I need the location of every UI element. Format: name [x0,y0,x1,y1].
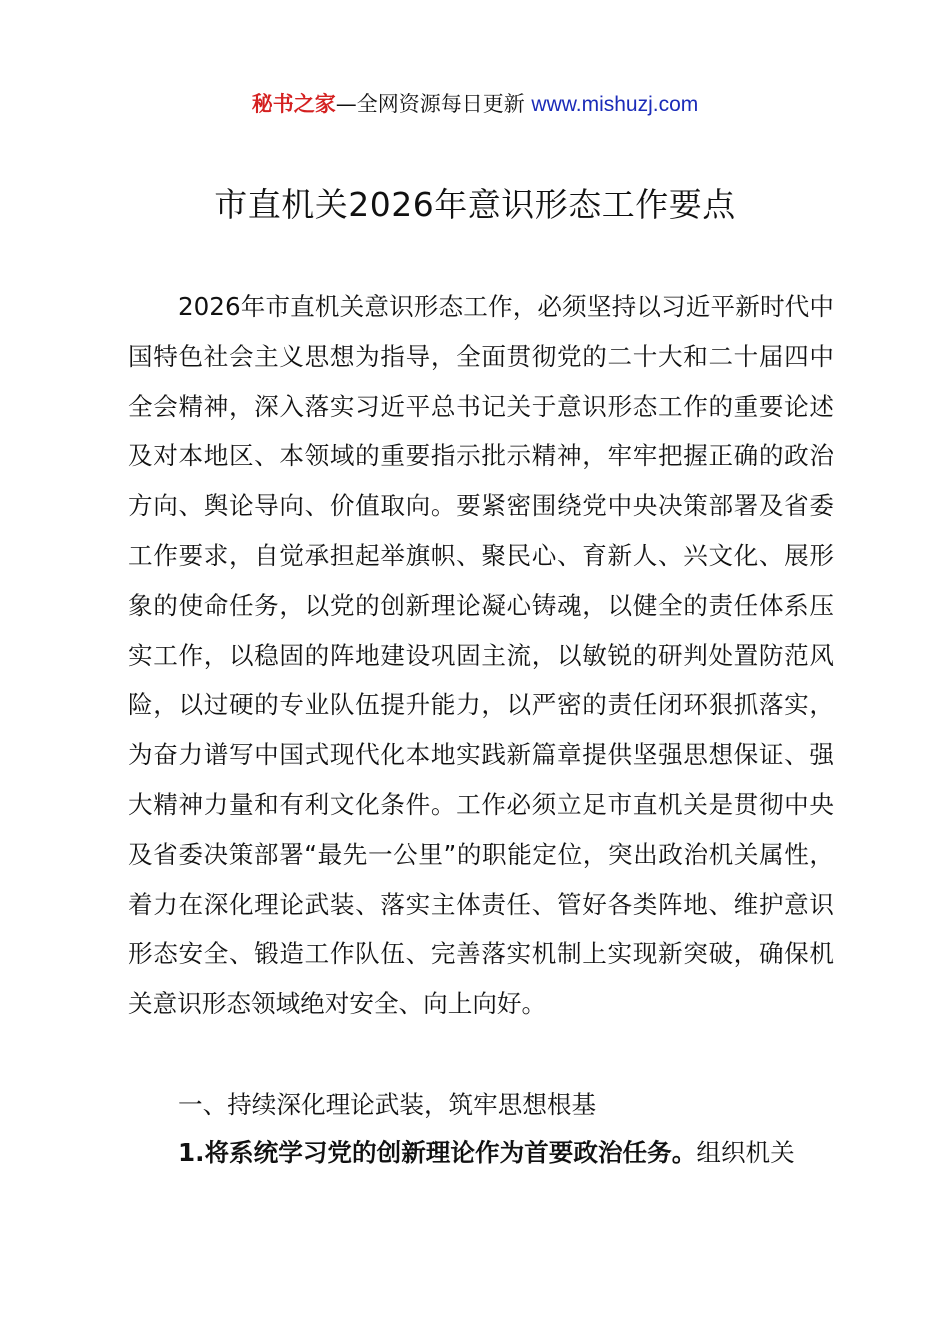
item-lead-1: 1.将系统学习党的创新理论作为首要政治任务。 [178,1138,697,1167]
header-tagline: —全网资源每日更新 [335,92,532,116]
item-text-1: 组织机关 [696,1138,795,1167]
brand-name: 秘书之家 [251,92,336,116]
item-paragraph-1 [178,1128,838,1178]
intro-paragraph: 2026年市直机关意识形态工作，必须坚持以习近平新时代中国特色社会主义思想为指导，全面贯彻党的二十大和二十届四中全会精神，深入落实习近平总书记关于意识形态工作的重要论述及对本地区、本领域的重要指示批示精神，牢牢把握正确的政治方向、舆论导向、价值取向。要紧密围绕党中央决策部署及省委工作要求，自觉承担起举旗帜、聚民心、育新人、兴文化、展形象的使命任务，以党的创新理论凝心铸魂，以健全的责任体系压实工作，以稳固的阵地建设巩固主流，以敏锐的研判处置防范风险，以过硬的专业队伍提升能力，以严密的责任闭环狠抓落实，为奋力谱写中国式现代化本地实践新篇章提供坚强思想保证、强大精神力量和有利文化条件。工作必须立足市直机关是贯彻中央及省委决策部署“最先一公里”的职能定位，突出政治机关属性，着力在深化理论武装、落实主体责任、管好各类阵地、维护意识形态安全、锻造工作队伍、完善落实机制上实现新突破，确保机关意识形态领域绝对安全、向上向好。 [128,292,834,1019]
section-heading-1: 一、持续深化理论武装，筑牢思想根基 [178,1090,597,1119]
site-url-link[interactable]: www.mishuzj.com [531,93,699,116]
document-title: 市直机关2026年意识形态工作要点 [214,185,736,224]
site-header [0,88,950,121]
